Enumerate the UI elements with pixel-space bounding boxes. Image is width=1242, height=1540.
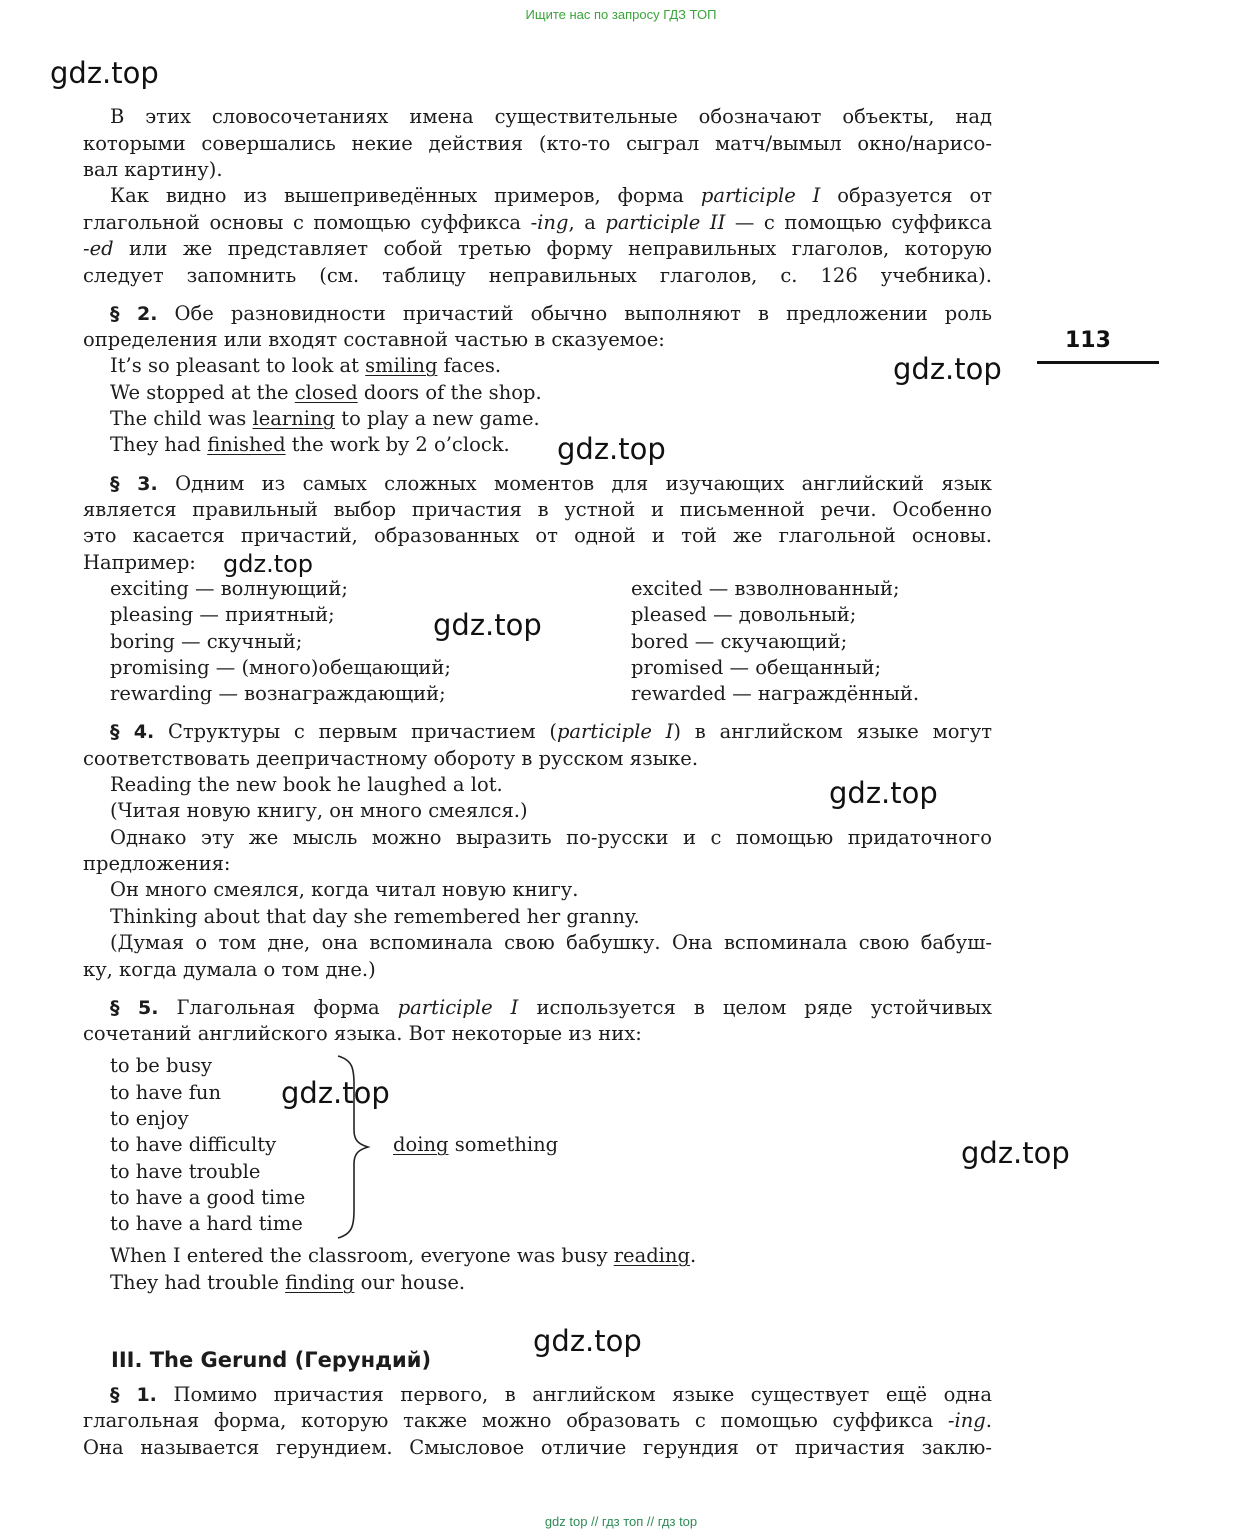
paragraph-mark: § 3.: [110, 473, 158, 495]
paragraph-mark: § 4.: [110, 721, 155, 743]
text-line: В этих словосочетаниях имена существительные обозначают объекты, над: [110, 105, 992, 128]
text-line: следует запомнить (см. таблицу неправильных глаголов, с. 126 учебника).: [83, 264, 992, 287]
watermark: gdz.top: [829, 776, 938, 810]
phrase-item: to have a hard time: [110, 1212, 303, 1235]
example-line: Он много смеялся, когда читал новую книгу.: [110, 878, 579, 901]
text-line: это касается причастий, образованных от одной и той же глагольной основы.: [83, 524, 992, 547]
example-line: They had trouble finding our house.: [110, 1271, 466, 1294]
phrase-item: to enjoy: [110, 1107, 189, 1130]
paragraph-mark: § 5.: [110, 997, 159, 1019]
phrase-item: to have fun: [110, 1081, 222, 1104]
watermark: gdz.top: [961, 1136, 1070, 1170]
word-pair-left: rewarding — вознаграждающий;: [110, 682, 446, 705]
word-pair-left: boring — скучный;: [110, 630, 303, 653]
phrase-item: to be busy: [110, 1054, 213, 1077]
footer-links[interactable]: gdz top // гдз топ // гдз top: [544, 1514, 698, 1529]
watermark: gdz.top: [893, 352, 1002, 386]
text-line: глагольной основы с помощью суффикса -ing, а participle II — с помощью суффикса: [83, 211, 992, 234]
text-line: глагольная форма, которую также можно образовать с помощью суффикса -ing.: [83, 1409, 992, 1432]
example-line: ку, когда думала о том дне.): [83, 958, 376, 981]
phrase-item: to have trouble: [110, 1160, 261, 1183]
text-line: которыми совершались некие действия (кто-то сыграл матч/вымыл окно/нарисо-: [83, 132, 992, 155]
word-pair-right: rewarded — награждённый.: [631, 682, 920, 705]
page-number: 113: [1065, 328, 1111, 353]
text-line: определения или входят составной частью в сказуемое:: [83, 328, 665, 351]
example-line: When I entered the classroom, everyone was busy reading.: [110, 1244, 697, 1267]
example-line: Thinking about that day she remembered her granny.: [110, 905, 640, 928]
text-line: соответствовать деепричастному обороту в русском языке.: [83, 747, 699, 770]
watermark: gdz.top: [433, 608, 542, 642]
word-pair-left: pleasing — приятный;: [110, 603, 335, 626]
example-line: We stopped at the closed doors of the shop.: [110, 381, 542, 404]
watermark: gdz.top: [50, 56, 159, 90]
watermark: gdz.top: [223, 550, 314, 578]
paragraph-mark: § 2.: [110, 303, 158, 325]
watermark: gdz.top: [281, 1076, 390, 1110]
text-line: вал картину).: [83, 158, 223, 181]
word-pair-left: promising — (много)обещающий;: [110, 656, 451, 679]
example-line: (Думая о том дне, она вспоминала свою бабушку. Она вспоминала свою бабуш-: [110, 931, 992, 954]
gerund-line: § 1. Помимо причастия первого, в английском языке существует ещё одна: [110, 1383, 993, 1406]
phrase-item: to have difficulty: [110, 1133, 277, 1156]
text-line: Как видно из вышеприведённых примеров, форма participle I образуется от: [110, 184, 992, 207]
text-line: сочетаний английского языка. Вот некоторые из них:: [83, 1022, 642, 1045]
text-line: Например:: [83, 551, 196, 574]
phrase-target: doing something: [393, 1133, 559, 1156]
word-pair-left: exciting — волнующий;: [110, 577, 348, 600]
section-3-line: § 3. Одним из самых сложных моментов для изучающих английский язык: [110, 472, 992, 495]
example-line: It’s so pleasant to look at smiling faces.: [110, 354, 502, 377]
search-note: Ищите нас по запросу ГДЗ ТОП: [525, 7, 717, 22]
text-line: Она называется герундием. Смысловое отличие герундия от причастия заклю-: [83, 1436, 992, 1459]
section-5-line: § 5. Глагольная форма participle I используется в целом ряде устойчивых: [110, 996, 992, 1019]
curly-brace-icon: [334, 1054, 374, 1240]
watermark: gdz.top: [557, 432, 666, 466]
section-title: III. The Gerund (Герундий): [111, 1348, 432, 1372]
word-pair-right: bored — скучающий;: [631, 630, 848, 653]
example-line: They had finished the work by 2 o’clock.: [110, 433, 510, 456]
example-line: The child was learning to play a new game.: [110, 407, 540, 430]
watermark: gdz.top: [533, 1324, 642, 1358]
text-line: -ed или же представляет собой третью форму неправильных глаголов, которую: [83, 237, 992, 260]
word-pair-right: excited — взволнованный;: [631, 577, 900, 600]
text-line: Однако эту же мысль можно выразить по-русски и с помощью придаточного: [110, 826, 992, 849]
phrase-item: to have a good time: [110, 1186, 306, 1209]
section-4-line: § 4. Структуры с первым причастием (participle I) в английском языке могут: [110, 720, 993, 743]
page-number-rule: [1037, 361, 1159, 364]
text-line: является правильный выбор причастия в устной и письменной речи. Особенно: [83, 498, 992, 521]
word-pair-right: pleased — довольный;: [631, 603, 857, 626]
example-line: Reading the new book he laughed a lot.: [110, 773, 503, 796]
text-line: предложения:: [83, 852, 231, 875]
word-pair-right: promised — обещанный;: [631, 656, 882, 679]
paragraph-mark: § 1.: [110, 1384, 157, 1406]
section-2-line: § 2. Обе разновидности причастий обычно выполняют в предложении роль: [110, 302, 992, 325]
example-line: (Читая новую книгу, он много смеялся.): [110, 799, 528, 822]
